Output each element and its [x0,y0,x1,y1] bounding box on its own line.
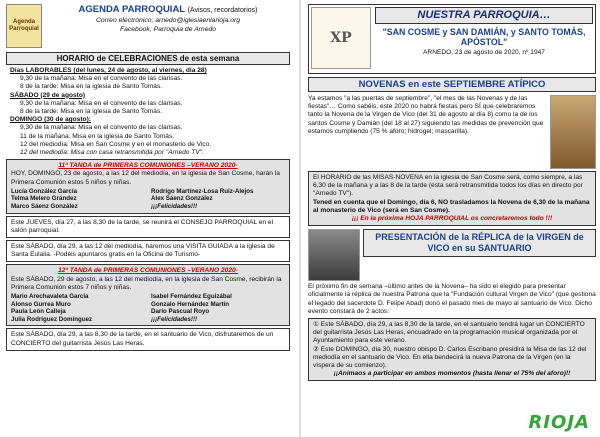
novenas-title: NOVENAS en este SEPTIEMBRE ATÍPICO [308,77,596,92]
act-concert: ① Este SÁBADO, día 29, a las 8,30 de la tarde, en el santuario tendrá lugar un CONCIERTO del guitarrista Jesús Las Heras, encuadrado en la programación musical organizada por el Ayuntamiento para este verano. [313,321,585,345]
virgin-image [308,229,360,281]
communion-11-title: 11ª TANDA de PRIMERAS COMUNIONES –VERANO 2020- [58,162,238,170]
presentation-footer: ¡¡Animaos a participar en ambos momentos (hasta llenar el 75% del aforo)!! [333,370,571,378]
novenas-note: Tened en cuenta que el Domingo, día 6, NO trasladamos la Novena de 6,30 de la mañana al monasterio de Vico (será en San Cosme). [313,198,590,214]
congrats: ¡¡¡Felicidades!!! [151,203,198,211]
facebook[interactable]: Facebook; Parroquia de Arnedo [119,26,217,33]
saints-image [550,95,596,169]
schedule-line: 11 de la mañana: Misa en la iglesia de Santo Tomás. [20,132,175,140]
novenas-footer: ¡¡¡ En la próxima HOJA PARROQUIAL os concretaremos todo !!! [351,215,553,223]
parish-name: "SAN COSME y SAN DAMIÁN, y SANTO TOMÁS, APÓSTOL" [382,27,586,47]
notice-council: Este JUEVES, día 27, a las 8,30 de la tarde, se reunirá el CONSEJO PARROQUIAL en el salón parroquial. [6,216,290,238]
notice-concert: Este SÁBADO, día 29, a las 8,30 de la tarde, en el santuario de Vico, disfrutaremos de un CONCIERTO del guitarrista Jesús Las Heras. [6,328,290,350]
child-name: Rodrigo Martínez-Losa Ruiz-Alejos [151,187,254,195]
agenda-logo: Agenda Parroquial [6,4,42,48]
congrats: ¡¡¡Felicidades!!! [151,315,198,323]
novenas-section [308,95,596,169]
schedule-line: 9,30 de la mañana: Misa en el convento de las clarisas. [20,124,183,132]
child-name: Mario Arechavaleta García [11,293,89,301]
page-divider [299,0,301,437]
communion-12-text: Este SÁBADO, 29 de agosto, a las 12 del mediodía, en la iglesia de San Cosme, recibirán la Primera Comunión estos 7 niños y niñas. [11,275,282,291]
child-name: Marco Sáenz González [11,203,78,211]
notice-guided-visit: Este SÁBADO, día 29, a las 12 del mediodía, haremos una VISITA GUIADA a la iglesia de Santa Eulalia. -Podéis apuntaros gratis en la Oficina de Turismo- [6,240,290,262]
schedule-head: SÁBADO (29 de agosto) [10,91,86,99]
communion-12 [6,264,290,326]
schedule-head: DOMINGO (30 de agosto): [10,116,91,124]
left-page [0,0,296,437]
communion-11 [6,159,290,213]
right-header [308,4,596,74]
child-name: Darío Pascual Royo [151,308,210,316]
right-page [304,0,600,437]
schedule-line: 8 de la tarde: Misa en la iglesia de Santo Tomás. [20,83,163,91]
communion-12-title: 12ª TANDA de PRIMERAS COMUNIONES –VERANO 2020- [58,267,238,275]
rioja-watermark: RIOJA [528,412,590,433]
schedule-line: 8 de la tarde: Misa en la iglesia de Santo Tomás. [20,108,163,116]
presentation-header [308,229,596,281]
child-name: Isabel Fernández Eguizábal [151,293,232,301]
newsletter-title: NUESTRA PARROQUIA… [375,7,593,24]
schedule-line: 12 del mediodía: Misa en San Cosme y en el monasterio de Vico. [20,140,212,148]
child-name: Gonzalo Hernández Martín [151,300,230,308]
schedule-line: 12 del mediodía: Misa con casa retransmitida por "Arnedo TV". [20,149,204,157]
child-name: Julia Rodríguez Domínguez [11,315,93,323]
novenas-intro: Ya estamos "a las puertas de septiembre", "el mes de las Novenas y de las fiestas"… Como sabéis, este 2020 no habrá fiestas pero SÍ que celebraremos tanto la Novena de la Virgen de Vico (del 31 de agosto al día 8) como la de los santos Cosme y Damián (del 18 al 27) siguiendo las medidas de prevención que estamos cumpliendo (75 % aforo; hidrogel; mascarilla). [308,95,544,135]
schedule [6,67,290,157]
novenas-box [308,171,596,226]
schedule-head: Días LABORABLES (del lunes, 24 de agosto, al viernes, día 28) [10,67,207,74]
left-header [6,4,290,50]
schedule-title: HORARIO de CELEBRACIONES de esta semana [6,52,290,65]
act-mass: ② Este DOMINGO, día 30, nuestro obispo D. Carlos Escribano presidirá la Misa de las 12 del mediodía en el santuario de Vico. En ella bendecirá la nueva Patrona de la Virgen (en la víspera de su comienzo). [313,345,587,370]
child-name: Lucía González García [11,187,78,195]
communion-11-text: HOY, DOMINGO, 23 de agosto, a las 12 del mediodía, en la iglesia de San Cosme, harán la Primera Comunión estos 5 niños y niñas. [11,170,280,186]
issue-date: ARNEDO, 23 de agosto de 2020, nº 1947 [423,49,545,56]
child-name: Telma Melero Grández [11,195,77,203]
child-name: Alonso Gurrea Muro [11,300,71,308]
chi-rho-logo: XP [311,7,371,69]
schedule-line: 9,30 de la mañana: Misa en el convento de las clarisas. [20,75,183,83]
child-name: Alex Sáenz González [151,195,213,203]
presentation-text: El próximo fin de semana –último antes de la Novena– ha sido el elegido para presentar oficialmente la réplica de nuestra Patrona que la "Fundación cultural Virgen de Vico" (que gestiona el legado del sacerdote D. Felipe Abad) donó el pasado mes de mayo al santuario de Vico. Dicho evento constará de 2 actos: [308,283,596,315]
child-name: Paula León Calleja [11,308,66,316]
novenas-schedule: El HORARIO de las MISAS-NOVENA en la iglesia de San Cosme será, como siempre, a las 6,30 de la mañana y a las 8 de la tarde (esta será retransmitida todos los días en directo por "Arnedo TV"). [313,174,583,198]
agenda-title: AGENDA PARROQUIAL (Avisos, recordatorios) [78,4,258,15]
presentation-acts [308,318,596,381]
presentation-title: PRESENTACIÓN de la RÉPLICA de la VIRGEN de VICO en su SANTUARIO [363,229,596,257]
email[interactable]: Correo electrónico; arnedo@iglesiaenlarioja.org [95,17,241,24]
schedule-line: 9,30 de la mañana: Misa en el convento de las clarisas. [20,99,183,107]
